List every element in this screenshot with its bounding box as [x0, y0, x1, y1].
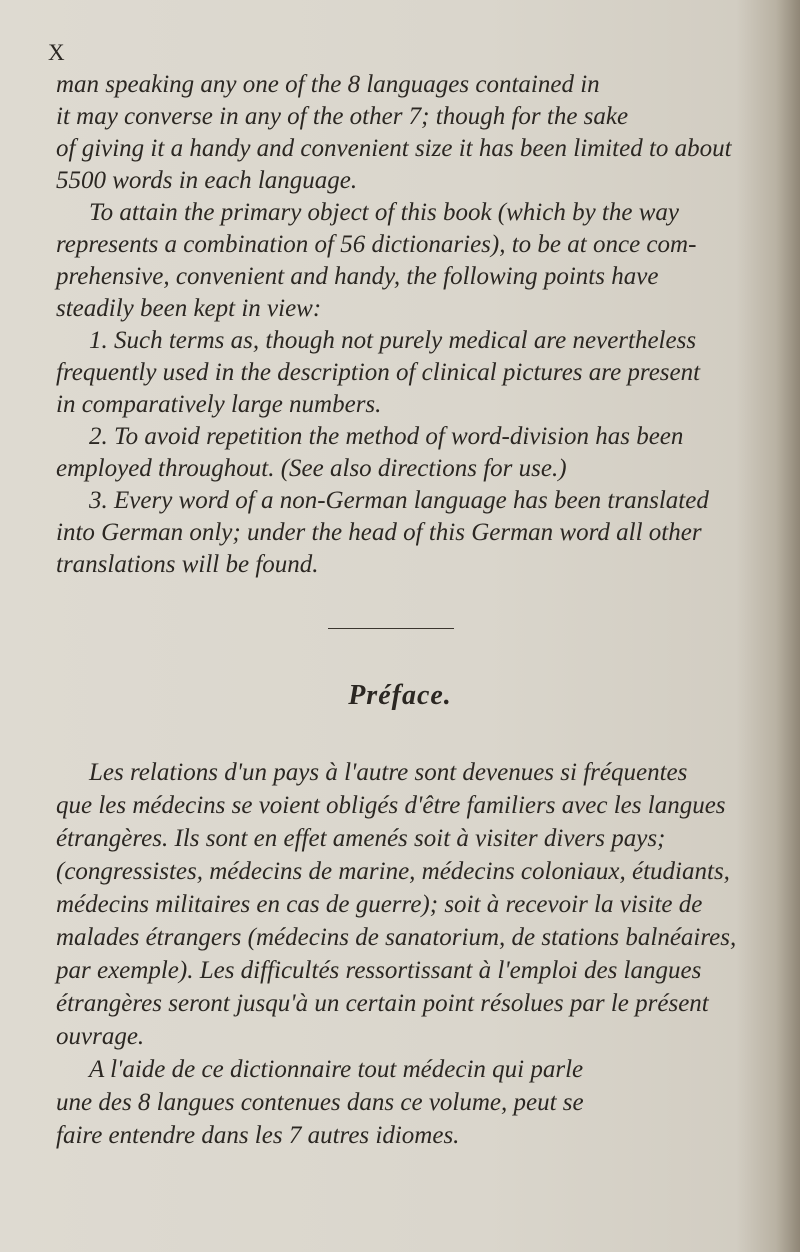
text-line: médecins militaires en cas de guerre); soit à recevoir la visite de: [56, 891, 703, 918]
text-line: frequently used in the description of clinical pictures are present: [56, 359, 701, 386]
text-line: malades étrangers (médecins de sanatorium, de stations balnéaires,: [56, 924, 737, 951]
text-line: steadily been kept in view:: [56, 295, 322, 322]
text-line: faire entendre dans les 7 autres idiomes.: [56, 1122, 460, 1149]
text-line: into German only; under the head of this German word all other: [56, 519, 702, 546]
text-line: que les médecins se voient obligés d'être familiers avec les langues: [56, 792, 726, 819]
text-line: étrangères seront jusqu'à un certain point résolues par le présent: [56, 990, 709, 1017]
text-line: 5500 words in each language.: [56, 167, 358, 194]
text-line: it may converse in any of the other 7; though for the sake: [56, 103, 629, 130]
text-line: man speaking any one of the 8 languages contained in: [56, 71, 600, 98]
page-number: X: [48, 40, 66, 65]
text-line: 1. Such terms as, though not purely medical are nevertheless: [89, 327, 697, 354]
text-line: par exemple). Les difficultés ressortissant à l'emploi des langues: [56, 957, 702, 984]
section-heading: Préface.: [348, 680, 452, 711]
text-line: employed throughout. (See also directions for use.): [56, 455, 567, 482]
text-line: of giving it a handy and convenient size it has been limited to about: [56, 135, 732, 162]
text-line: prehensive, convenient and handy, the following points have: [56, 263, 659, 290]
text-line: represents a combination of 56 dictionaries), to be at once com-: [56, 231, 697, 258]
text-line: in comparatively large numbers.: [56, 391, 382, 418]
section-divider: [328, 628, 454, 629]
text-line: translations will be found.: [56, 551, 319, 578]
text-line: A l'aide de ce dictionnaire tout médecin qui parle: [89, 1056, 584, 1083]
text-line: (congressistes, médecins de marine, médecins coloniaux, étudiants,: [56, 858, 730, 885]
text-line: 2. To avoid repetition the method of word-division has been: [89, 423, 684, 450]
text-line: une des 8 langues contenues dans ce volume, peut se: [56, 1089, 584, 1116]
text-line: 3. Every word of a non-German language has been translated: [89, 487, 709, 514]
text-line: To attain the primary object of this book (which by the way: [89, 199, 679, 226]
text-line: Les relations d'un pays à l'autre sont devenues si fréquentes: [89, 759, 688, 786]
text-line: étrangères. Ils sont en effet amenés soit à visiter divers pays;: [56, 825, 666, 852]
text-line: ouvrage.: [56, 1023, 145, 1050]
